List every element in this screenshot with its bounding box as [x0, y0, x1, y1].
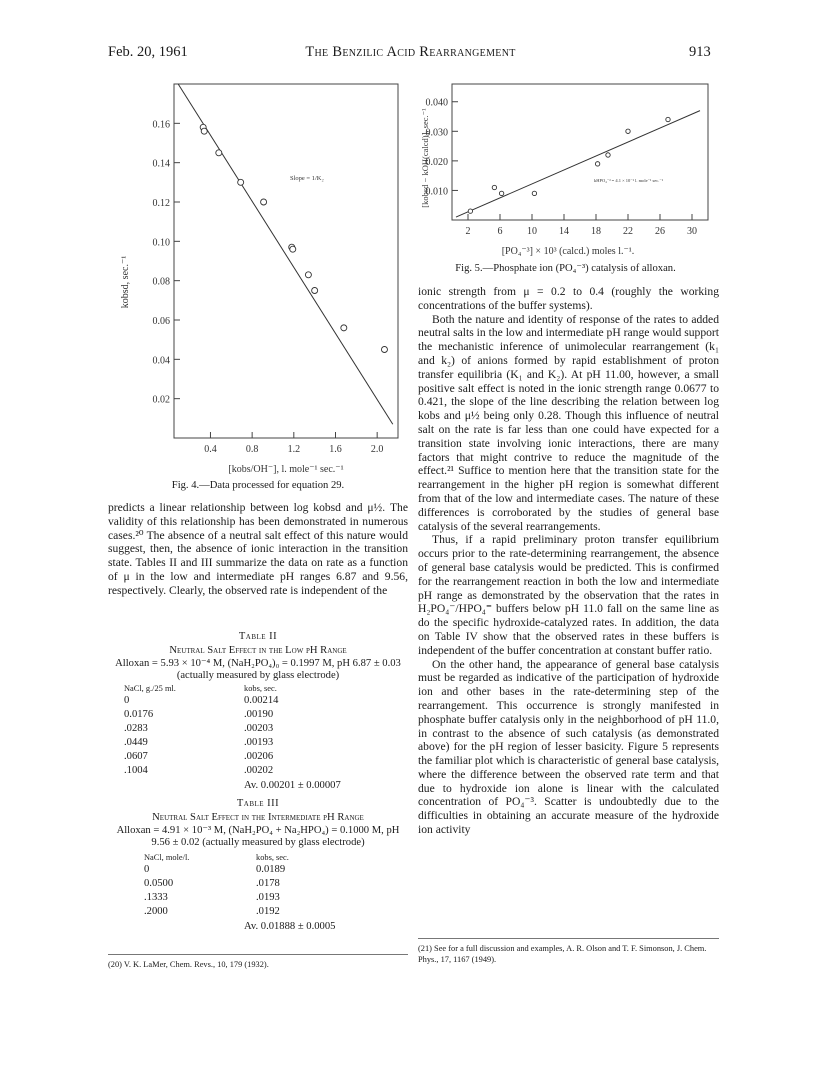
- data-point: [201, 128, 207, 134]
- table-2-description: Alloxan = 5.93 × 10⁻⁴ M, (NaH₂PO₄)₀ = 0.1997 M, pH 6.87 ± 0.03 (actually measured by glass electrode): [115, 658, 401, 681]
- table-row: [124, 708, 278, 722]
- table-cell: 0: [124, 695, 130, 706]
- footnote-rule: [108, 954, 408, 955]
- table-row: [124, 736, 278, 750]
- table-cell: .1333: [144, 892, 168, 903]
- paragraph: predicts a linear relationship between log kobsd and μ½. The validity of this relationship has been demonstrated in numerous cases.²⁰ The absence of a neutral salt effect of this nature would suggest, then, the absence of ionic interaction in the transition state. Tables II and III summarize the data on rate as a function of μ in the low and intermediate pH ranges 6.87 and 9.56, respectively. Clearly, the observed rate is independent of the: [108, 501, 408, 597]
- table-row: [124, 764, 278, 778]
- y-tick-label: 0.030: [425, 127, 448, 139]
- table-cell: .1004: [124, 765, 148, 776]
- y-tick-label: 0.06: [152, 316, 170, 327]
- table-row: [124, 722, 278, 736]
- figure-5-caption: Fig. 5.—Phosphate ion (PO₄⁻³) catalysis of alloxan.: [455, 263, 676, 274]
- data-point: [666, 117, 670, 121]
- table-cell: 0.0500: [144, 878, 174, 889]
- y-tick-label: 0.010: [425, 186, 448, 198]
- table-row: [144, 863, 289, 877]
- data-point: [492, 185, 496, 189]
- plot-frame: [174, 84, 398, 438]
- figure-4-caption: Fig. 4.—Data processed for equation 29.: [171, 480, 345, 491]
- y-axis-label: kobsd, sec.⁻¹: [120, 255, 131, 309]
- fit-line: [456, 111, 700, 217]
- table-3-description: Alloxan = 4.91 × 10⁻³ M, (NaH₂PO₄ + Na₂HPO₄) = 0.1000 M, pH 9.56 ± 0.02 (actually measured by glass electrode): [116, 825, 400, 848]
- right-column-text: [418, 285, 719, 837]
- paragraph: Thus, if a rapid preliminary proton transfer equilibrium occurs prior to the rate-determining rearrangement, the absence of general base catalysis would be predicted. This is confirmed for the rearrangement reaction in both the low and intermediate pH range as demonstrated by the observation that the rates in H₂PO₄⁻/HPO₄⁼ buffers below pH 11.0 fall on the same line as do the specific hydroxide-catalyzed rates. In addition, the data on Table IV show that the observed rates in these buffers is independent of the buffer concentration at constant buffer ratio.: [418, 533, 719, 657]
- data-point: [216, 150, 222, 156]
- data-point: [532, 191, 536, 195]
- table-cell: 0.00214: [244, 695, 279, 706]
- table-cell: .00193: [244, 737, 274, 748]
- x-axis-label: [kobs/OH⁻], l. mole⁻¹ sec.⁻¹: [228, 464, 344, 475]
- y-tick-label: 0.04: [152, 355, 170, 367]
- y-tick-label: 0.08: [152, 276, 170, 288]
- page-number: 913: [689, 44, 711, 60]
- y-tick-label: 0.14: [152, 158, 170, 170]
- table-row: [144, 891, 289, 905]
- table-cell: .0607: [124, 751, 148, 762]
- table-cell: .00202: [244, 765, 274, 776]
- data-point: [312, 288, 318, 294]
- table-2-col-header: kobs, sec.: [244, 684, 277, 693]
- figure-5: [418, 80, 713, 260]
- table-cell: 0.0176: [124, 709, 154, 720]
- x-tick-label: 1.6: [329, 444, 342, 455]
- table-3-average: Av. 0.01888 ± 0.0005: [244, 921, 336, 932]
- data-point: [381, 347, 387, 353]
- data-point: [261, 199, 267, 205]
- table-cell: .0178: [256, 878, 280, 889]
- data-point: [595, 162, 599, 166]
- x-tick-label: 2.0: [370, 444, 384, 455]
- table-row: [124, 694, 278, 708]
- footnote-rule: [418, 938, 719, 939]
- table-3-number: Table III: [236, 798, 280, 809]
- x-tick-label: 10: [527, 226, 537, 237]
- data-point: [606, 153, 610, 157]
- x-tick-label: 14: [559, 226, 569, 237]
- table-row: [144, 905, 289, 919]
- table-2-number: Table II: [238, 631, 278, 642]
- left-column-text: [108, 501, 408, 598]
- table-cell: .00203: [244, 723, 274, 734]
- figure-4: [108, 72, 408, 492]
- table-cell: .00190: [244, 709, 274, 720]
- data-point: [341, 325, 347, 331]
- paragraph: ionic strength from μ = 0.2 to 0.4 (roughly the working concentrations of the buffer systems).: [418, 285, 719, 312]
- table-cell: 0.0189: [256, 864, 286, 875]
- data-point: [238, 179, 244, 185]
- x-tick-label: 6: [497, 226, 503, 237]
- y-tick-label: 0.16: [152, 119, 170, 131]
- table-cell: .00206: [244, 751, 274, 762]
- x-tick-label: 1.2: [287, 444, 301, 455]
- x-tick-label: 2: [465, 226, 471, 237]
- fit-line: [178, 84, 393, 424]
- table-cell: 0: [144, 864, 150, 875]
- y-tick-label: 0.040: [425, 97, 448, 109]
- table-3-grid: [144, 852, 289, 919]
- table-3: [108, 798, 408, 932]
- running-header-title: The Benzilic Acid Rearrangement: [305, 44, 516, 60]
- table-cell: .0192: [256, 906, 280, 917]
- x-tick-label: 0.8: [245, 444, 259, 455]
- data-point: [626, 129, 630, 133]
- data-point: [305, 272, 311, 278]
- y-tick-label: 0.10: [152, 237, 170, 249]
- table-3-col-header: kobs, sec.: [256, 853, 289, 862]
- figure-5-chart: [418, 80, 713, 260]
- table-2-caption: Neutral Salt Effect in the Low pH Range: [169, 645, 347, 656]
- table-cell: .0193: [256, 892, 280, 903]
- y-tick-label: 0.12: [152, 198, 170, 209]
- table-3-col-header: NaCl, mole/l.: [144, 853, 190, 862]
- slope-annotation: Slope = 1/K₂: [290, 175, 324, 182]
- x-tick-label: 30: [687, 226, 697, 237]
- table-row: [124, 750, 278, 764]
- data-point: [499, 191, 503, 195]
- table-cell: .0283: [124, 723, 148, 734]
- x-tick-label: 26: [655, 226, 665, 237]
- x-tick-label: 18: [591, 226, 601, 237]
- paragraph: On the other hand, the appearance of general base catalysis must be regarded as indicative of the participation of hydroxide ion and other bases in the rate-determining step of the rearrangement. This occurrence is strongly manifested in phosphate buffer catalysis only in the neighborhood of pH 11.0, in contrast to the absence of such catalysis (as demonstrated above) for the pH region of lesser basicity. Figure 5 represents the familiar plot which is characteristic of general base catalysis, where the difference between the observed rate term and that due to hydroxide ion alone is linear with the calculated concentration of PO₄⁻³. Scatter is undoubtedly due to the difficulties in obtaining an accurate measure of the hydroxide ion activity: [418, 657, 719, 837]
- footnote-20: (20) V. K. LaMer, Chem. Revs., 10, 179 (1932).: [108, 960, 269, 969]
- data-point: [468, 209, 472, 213]
- plot-frame: [452, 84, 708, 220]
- table-row: [144, 877, 289, 891]
- rate-constant-annotation: kHPO₄⁻³ = 4.1 × 10⁻¹ l. mole⁻¹ sec.⁻¹: [594, 178, 664, 183]
- data-point: [290, 246, 296, 252]
- table-3-caption: Neutral Salt Effect in the Intermediate pH Range: [152, 812, 364, 823]
- table-2-grid: [124, 683, 278, 778]
- table-2: [108, 631, 408, 791]
- table-2-average: Av. 0.00201 ± 0.00007: [244, 780, 341, 791]
- y-tick-label: 0.020: [425, 156, 448, 168]
- footnote-21: (21) See for a full discussion and examples, A. R. Olson and T. F. Simonson, J. Chem. Phys., 17, 1167 (1949).: [418, 944, 707, 964]
- table-cell: .0449: [124, 737, 148, 748]
- paragraph: Both the nature and identity of response of the rates to added neutral salts in the low and intermediate pH range would support the mechanistic inference of unimolecular rearrangement (k₁ and k₂) of anions formed by rapid establishment of proton transfer equilibria (K₁ and K₂). At pH 11.00, however, a small positive salt effect is noted in the ionic strength range 0.0677 to 0.421, the slope of the line describing the relation between log kobs and μ½ being only 0.28. Though this influence of neutral salt on the rate is far less than one could have expected for a transition state involving ionic interactions, there are many factors that might contrive to reduce the magnitude of the effect.²¹ Suffice to mention here that the transition state for the rearrangement in the higher pH region is somewhat different from that of the low and intermediate cases. The nature of these differences is corroborated by the studies of general base catalysis of the several rearrangements.: [418, 312, 719, 533]
- y-tick-label: 0.02: [152, 394, 170, 406]
- running-header-date: Feb. 20, 1961: [108, 44, 188, 60]
- figure-4-chart: [108, 72, 408, 492]
- x-tick-label: 0.4: [204, 444, 217, 455]
- x-tick-label: 22: [623, 226, 633, 237]
- table-2-col-header: NaCl, g./25 ml.: [124, 684, 176, 693]
- x-axis-label: [PO₄⁻³] × 10³ (calcd.) moles l.⁻¹.: [501, 246, 635, 257]
- y-axis-label: [kobsd − kOH(calcd)], sec.⁻¹: [420, 108, 430, 208]
- table-cell: .2000: [144, 906, 168, 917]
